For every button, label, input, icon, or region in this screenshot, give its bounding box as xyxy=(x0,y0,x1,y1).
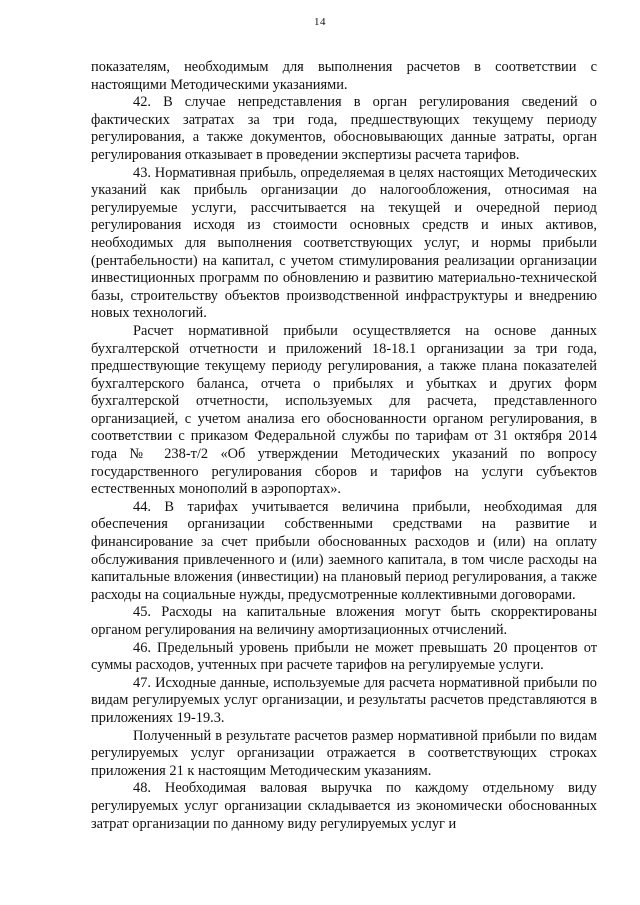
document-body xyxy=(91,59,597,833)
paragraph-45: 45. Расходы на капитальные вложения могут быть скорректированы органом регулирования на величину амортизационных отчислений. xyxy=(91,604,597,638)
paragraph-continuation: показателям, необходимым для выполнения расчетов в соответствии с настоящими Методическими указаниями. xyxy=(91,59,597,93)
paragraph-44: 44. В тарифах учитывается величина прибыли, необходимая для обеспечения организации собственными средствами на развитие и финансирование за счет прибыли обоснованных расходов и (или) на оплату обслуживания привлеченного и (или) заемного капитала, в том числе расходы на капитальные вложения (инвестиции) на плановый период регулирования, а также расходы на социальные нужды, предусмотренные коллективными договорами. xyxy=(91,498,597,603)
paragraph-42: 42. В случае непредставления в орган регулирования сведений о фактических затратах за три года, предшествующих текущему периоду регулирования, а также документов, обосновывающих данные затраты, орган регулирования отказывает в проведении экспертизы расчета тарифов. xyxy=(91,94,597,163)
paragraph-47: 47. Исходные данные, используемые для расчета нормативной прибыли по видам регулируемых услуг организации, и результаты расчетов представляются в приложениях 19-19.3. xyxy=(91,674,597,726)
paragraph-43: 43. Нормативная прибыль, определяемая в целях настоящих Методических указаний как прибыль организации до налогообложения, относимая на регулируемые услуги, рассчитывается на текущей и очередной период регулирования исходя из стоимости основных средств и иных активов, необходимых для выполнения соответствующих услуг, и нормы прибыли (рентабельности) на капитал, с учетом стимулирования реализации организации инвестиционных программ по обновлению и развитию материально-технической базы, строительству объектов производственной инфраструктуры и внедрению новых технологий. xyxy=(91,164,597,322)
paragraph-47-result: Полученный в результате расчетов размер нормативной прибыли по видам регулируемых услуг организации отражается в соответствующих строках приложения 21 к настоящим Методическим указаниям. xyxy=(91,727,597,779)
paragraph-43-calculation: Расчет нормативной прибыли осуществляется на основе данных бухгалтерской отчетности и приложений 18-18.1 организации за три года, предшествующие текущему периоду регулирования, а также плана показателей бухгалтерского баланса, отчета о прибылях и убытках и других форм бухгалтерской отчетности, используемых для расчета, представленного организацией, с учетом анализа его обоснованности органом регулирования, в соответствии с приказом Федеральной службы по тарифам от 31 октября 2014 года № 238-т/2 «Об утверждении Методических указаний по вопросу государственного регулирования сборов и тарифов на услуги субъектов естественных монополий в аэропортах». xyxy=(91,322,597,498)
paragraph-48: 48. Необходимая валовая выручка по каждому отдельному виду регулируемых услуг организации складывается из экономически обоснованных затрат организации по данному виду регулируемых услуг и xyxy=(91,780,597,832)
paragraph-46: 46. Предельный уровень прибыли не может превышать 20 процентов от суммы расходов, учтенных при расчете тарифов на регулируемые услуги. xyxy=(91,639,597,674)
page-number: 14 xyxy=(314,16,326,28)
